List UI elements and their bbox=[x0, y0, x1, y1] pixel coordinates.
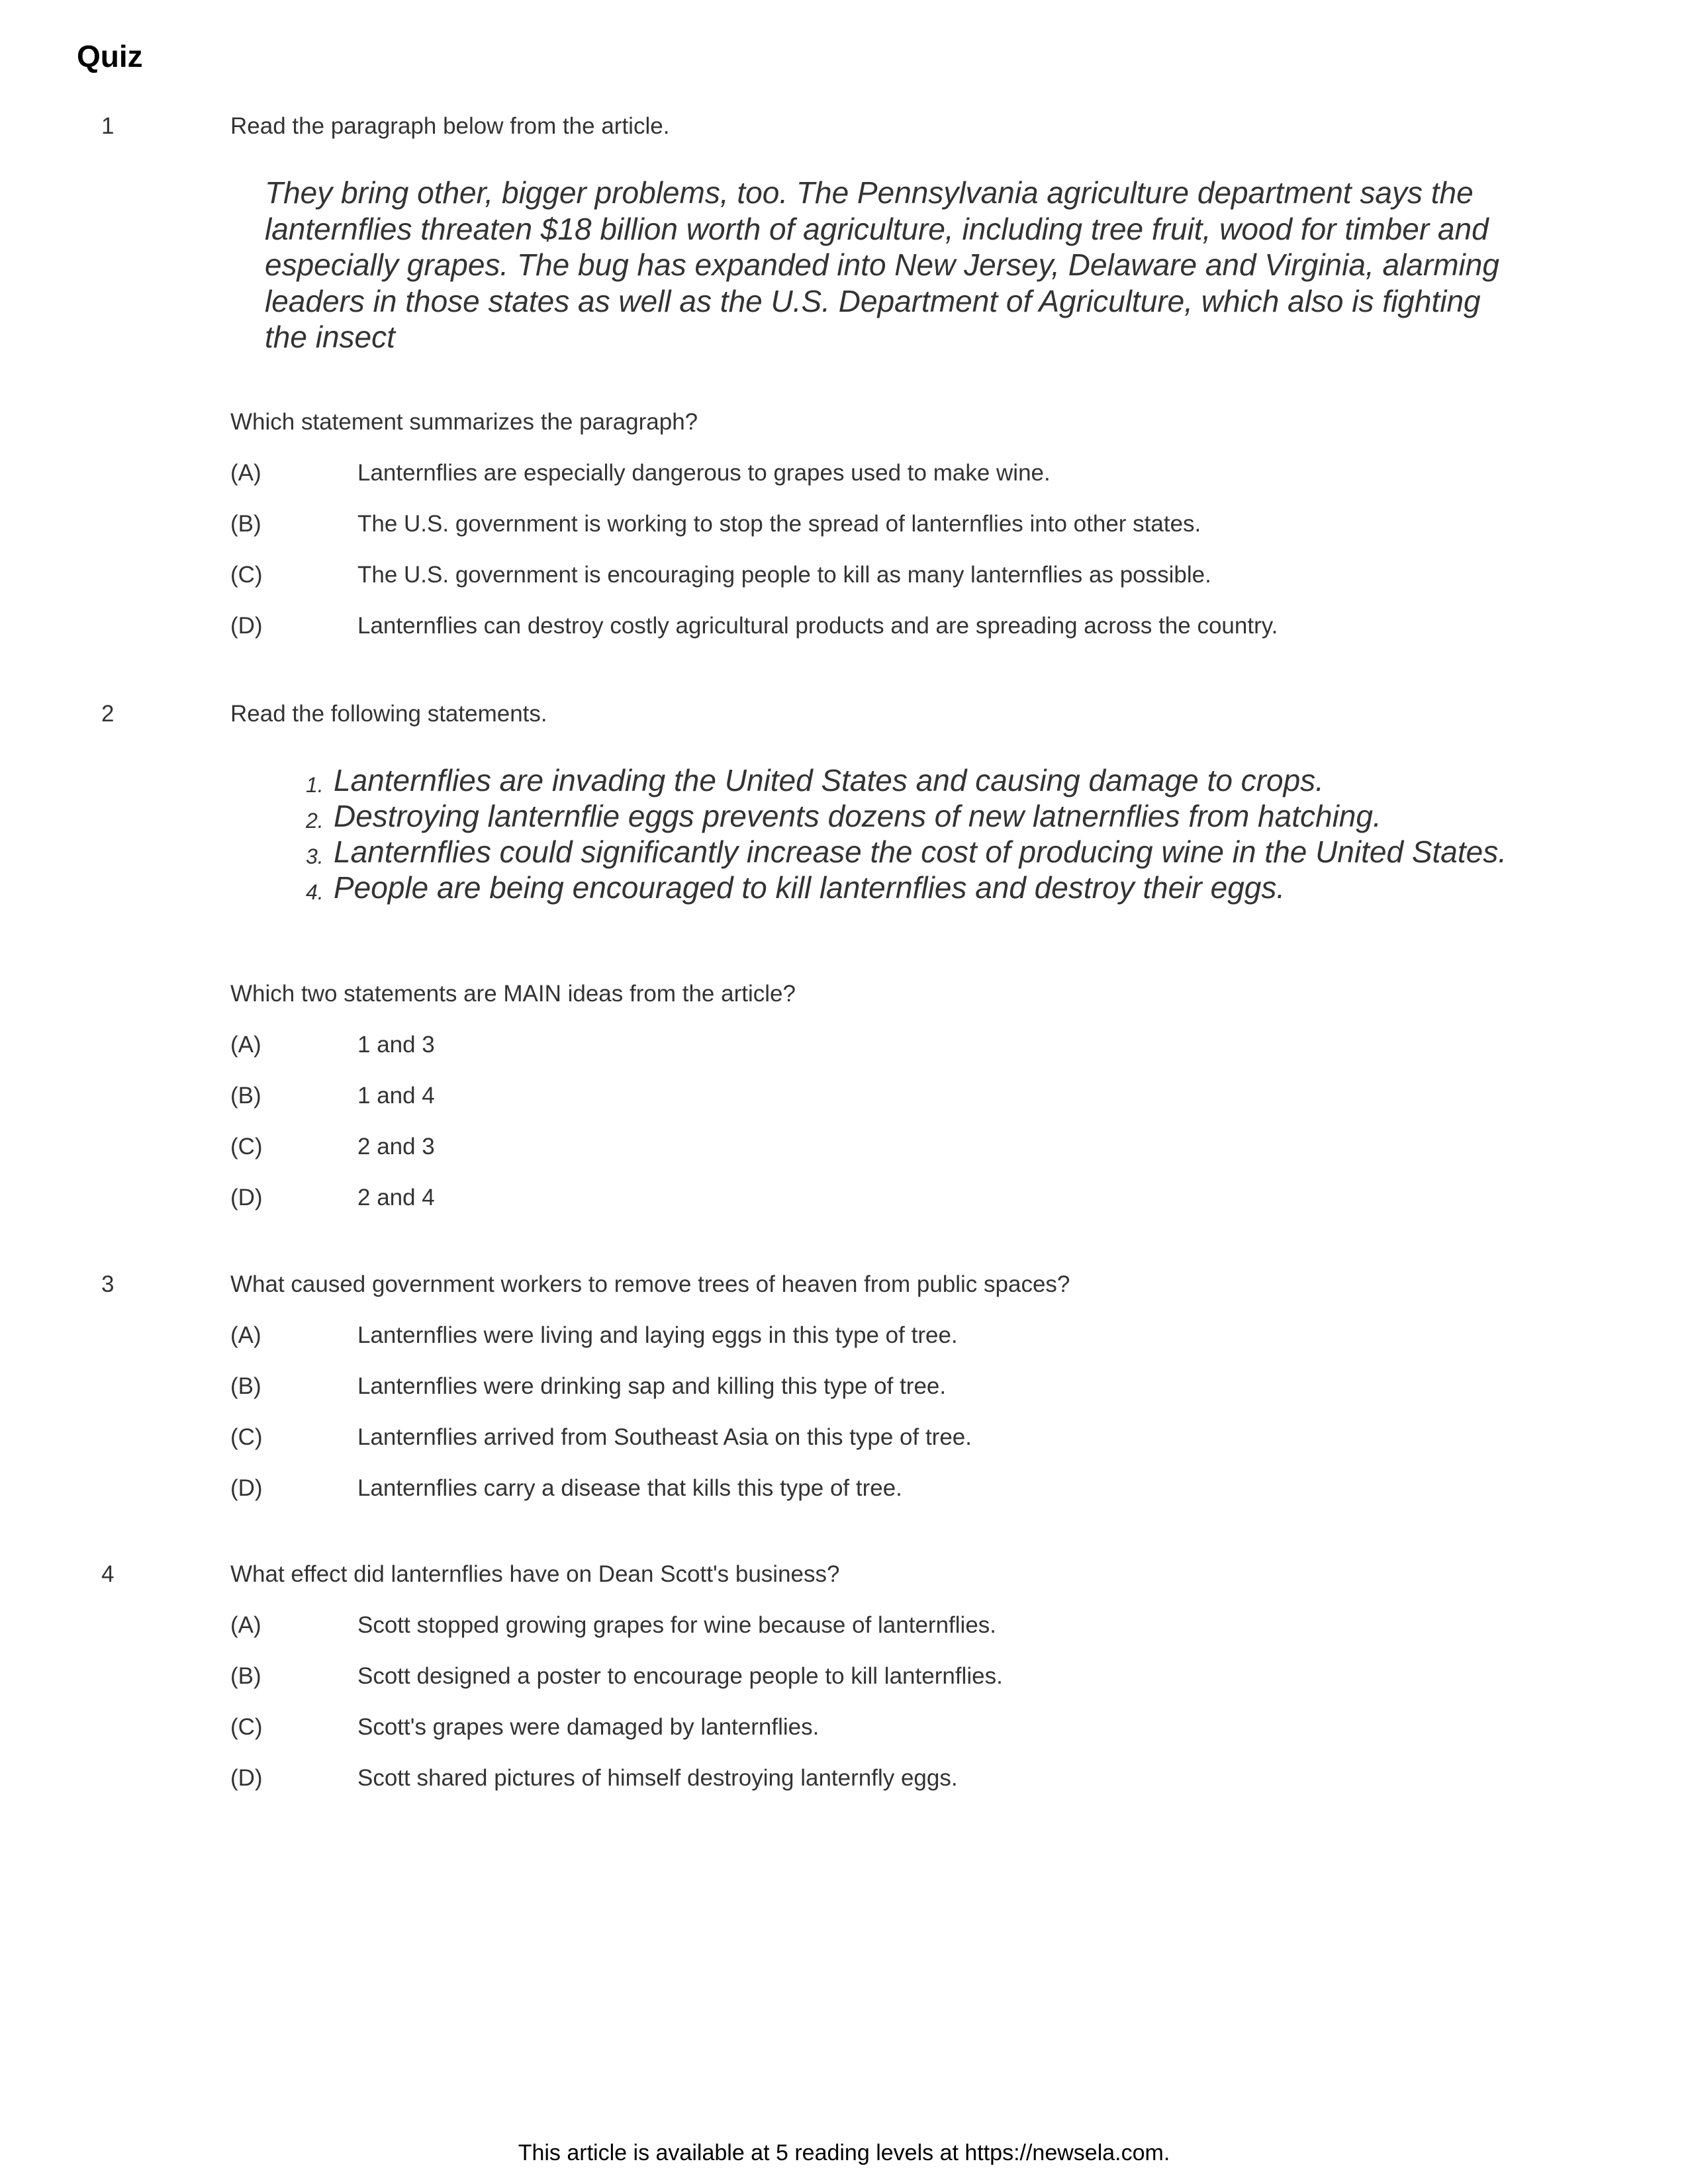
choice-text: Lanternflies can destroy costly agricultural products and are spreading across the country. bbox=[357, 613, 1278, 639]
statement-number: 1. bbox=[306, 773, 324, 797]
statement-number: 4. bbox=[306, 880, 324, 904]
choice-letter: (A) bbox=[230, 1032, 261, 1058]
statement-text: Lanternflies are invading the United States and causing damage to crops. bbox=[334, 763, 1324, 797]
choice-text: 2 and 4 bbox=[357, 1185, 435, 1210]
choice-letter: (B) bbox=[230, 511, 261, 537]
choice-text: The U.S. government is encouraging people to kill as many lanternflies as possible. bbox=[357, 562, 1211, 588]
choice-text: 2 and 3 bbox=[357, 1134, 435, 1160]
statement-item bbox=[265, 798, 1507, 834]
question-number: 1 bbox=[101, 113, 115, 139]
choice-text: Scott stopped growing grapes for wine because of lanternflies. bbox=[357, 1612, 997, 1638]
choice-text: Lanternflies were drinking sap and killing this type of tree. bbox=[357, 1373, 947, 1399]
choice-letter: (B) bbox=[230, 1083, 261, 1109]
choice-text: Lanternflies arrived from Southeast Asia on this type of tree. bbox=[357, 1424, 972, 1450]
choice-text: Lanternflies were living and laying eggs in this type of tree. bbox=[357, 1322, 958, 1348]
question-number: 2 bbox=[101, 701, 115, 727]
statement-item bbox=[265, 834, 1507, 870]
choice-text: The U.S. government is working to stop the spread of lanternflies into other states. bbox=[357, 511, 1201, 537]
page-title: Quiz bbox=[77, 39, 143, 73]
choice-letter: (D) bbox=[230, 613, 263, 639]
question-prompt: What caused government workers to remove trees of heaven from public spaces? bbox=[230, 1271, 1070, 1297]
choice-letter: (D) bbox=[230, 1765, 263, 1791]
choice-text: Lanternflies carry a disease that kills this type of tree. bbox=[357, 1475, 902, 1501]
choice-letter: (B) bbox=[230, 1373, 261, 1399]
choice-letter: (C) bbox=[230, 1134, 263, 1160]
choice-letter: (B) bbox=[230, 1663, 261, 1689]
choice-text: Scott designed a poster to encourage people to kill lanternflies. bbox=[357, 1663, 1003, 1689]
statement-list bbox=[265, 762, 1507, 905]
statement-text: Lanternflies could significantly increase the cost of producing wine in the United States. bbox=[334, 835, 1507, 869]
statement-text: People are being encouraged to kill lanternflies and destroy their eggs. bbox=[334, 870, 1286, 905]
choice-text: Scott shared pictures of himself destroying lanternfly eggs. bbox=[357, 1765, 958, 1791]
question-prompt: Read the following statements. bbox=[230, 701, 547, 727]
article-excerpt: They bring other, bigger problems, too. The Pennsylvania agriculture department says the lanternflies threaten $18 billion worth of agriculture, including tree fruit, wood for timber and especially grapes. The bug has expanded into New Jersey, Delaware and Virginia, alarming leaders in those states as well as the U.S. Department of Agriculture, which also is fighting the insect bbox=[265, 175, 1499, 354]
choice-text: 1 and 4 bbox=[357, 1083, 435, 1109]
choice-letter: (A) bbox=[230, 1322, 261, 1348]
question-subprompt: Which two statements are MAIN ideas from the article? bbox=[230, 981, 796, 1007]
choice-letter: (C) bbox=[230, 1714, 263, 1740]
choice-letter: (C) bbox=[230, 562, 263, 588]
question-prompt: What effect did lanternflies have on Dean Scott's business? bbox=[230, 1561, 840, 1587]
statement-item bbox=[265, 762, 1507, 798]
choice-letter: (A) bbox=[230, 1612, 261, 1638]
choice-text: 1 and 3 bbox=[357, 1032, 435, 1058]
choice-letter: (D) bbox=[230, 1475, 263, 1501]
choice-letter: (D) bbox=[230, 1185, 263, 1210]
question-subprompt: Which statement summarizes the paragraph? bbox=[230, 409, 698, 435]
statement-number: 2. bbox=[306, 809, 324, 833]
statement-text: Destroying lanternflie eggs prevents dozens of new latnernflies from hatching. bbox=[334, 799, 1382, 833]
page-footer: This article is available at 5 reading levels at https://newsela.com. bbox=[518, 2140, 1170, 2165]
statement-item bbox=[265, 870, 1507, 905]
choice-text: Scott's grapes were damaged by lanternflies. bbox=[357, 1714, 820, 1740]
choice-letter: (A) bbox=[230, 460, 261, 486]
question-prompt: Read the paragraph below from the article. bbox=[230, 113, 670, 139]
question-number: 3 bbox=[101, 1271, 115, 1297]
question-number: 4 bbox=[101, 1561, 115, 1587]
statement-number: 3. bbox=[306, 844, 324, 868]
choice-letter: (C) bbox=[230, 1424, 263, 1450]
choice-text: Lanternflies are especially dangerous to grapes used to make wine. bbox=[357, 460, 1051, 486]
